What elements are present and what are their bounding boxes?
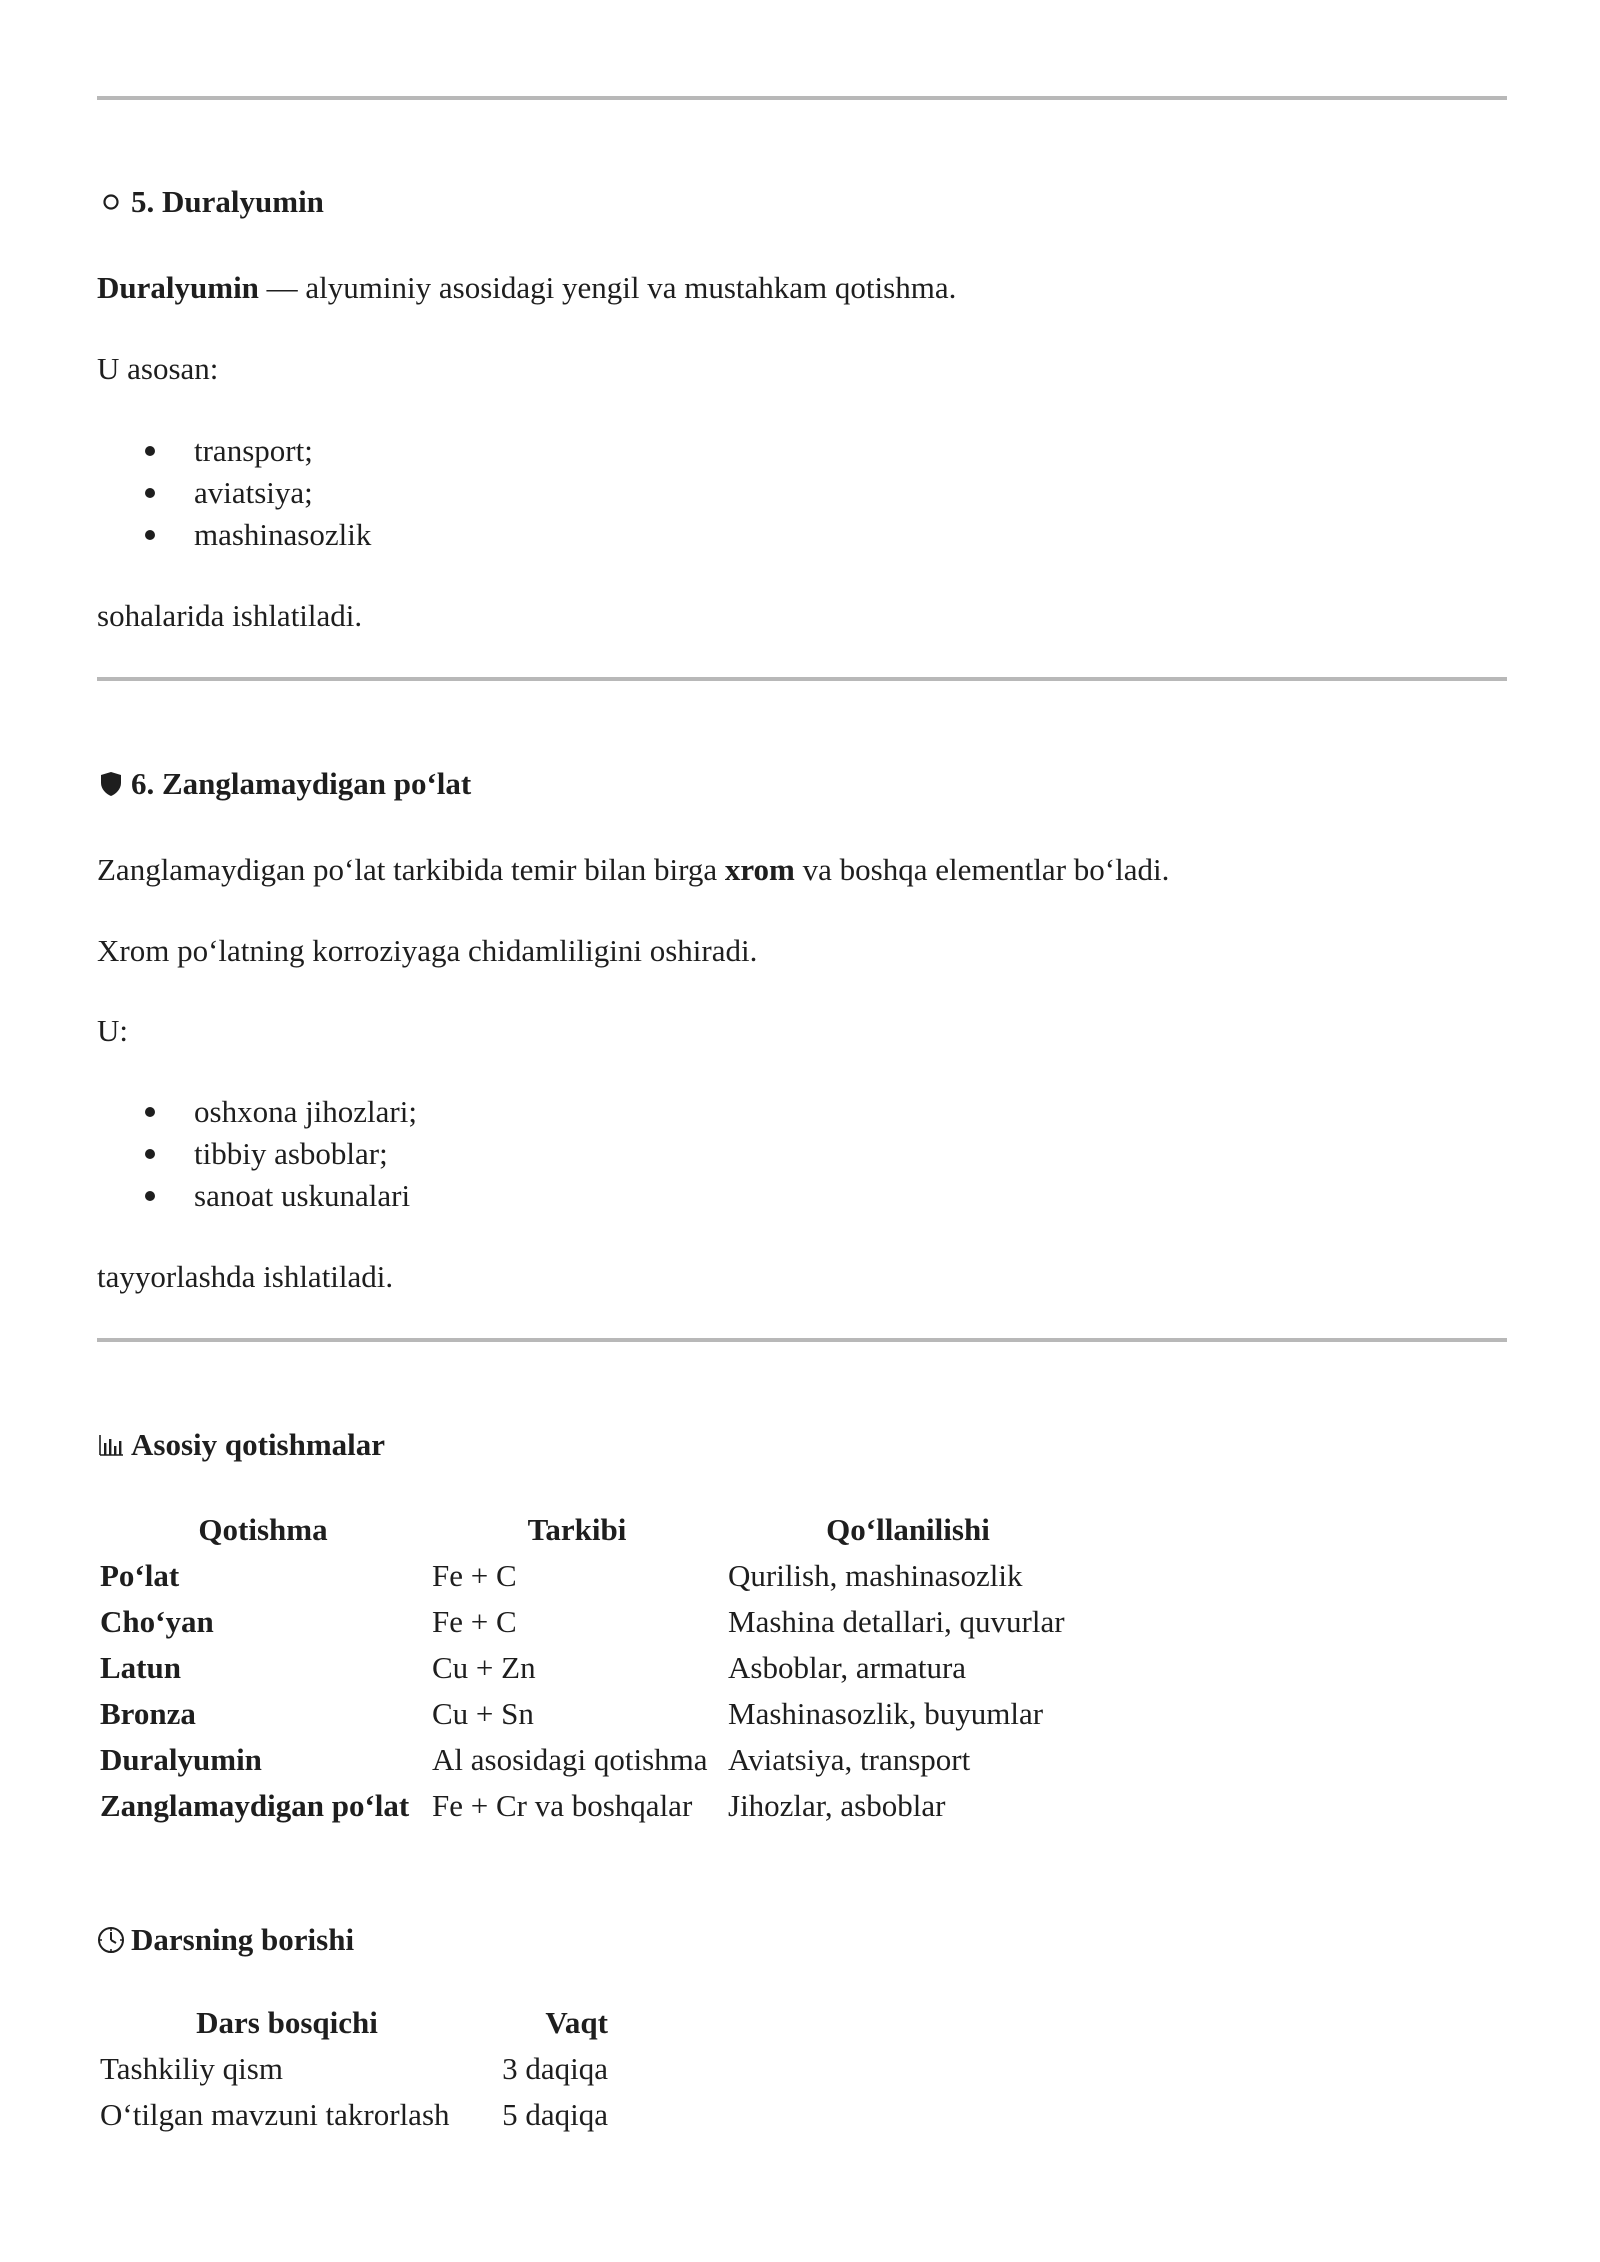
table-cell: Cu + Sn — [432, 1696, 534, 1731]
alloys-table — [97, 1507, 1091, 1829]
table-cell: Qurilish, mashinasozlik — [728, 1558, 1023, 1593]
section-heading-duralyumin — [97, 184, 324, 220]
table-cell: Fe + C — [432, 1558, 517, 1593]
table-cell: Bronza — [100, 1696, 196, 1731]
shield-icon — [97, 770, 125, 798]
usage-list — [97, 1091, 417, 1217]
table-cell: Fe + C — [432, 1604, 517, 1639]
list-item: aviatsiya; — [97, 472, 371, 514]
section-title: Darsning borishi — [131, 1922, 355, 1957]
table-cell: Po‘lat — [100, 1558, 180, 1593]
usage-list — [97, 430, 371, 556]
table-cell: Mashina detallari, quvurlar — [728, 1604, 1065, 1639]
column-header: Qo‘llanilishi — [826, 1512, 990, 1547]
table-row — [97, 1783, 1091, 1829]
definition-text: — alyuminiy asosidagi yengil va mustahkam qotishma. — [258, 270, 957, 305]
table-cell: O‘tilgan mavzuni takrorlash — [100, 2097, 450, 2132]
table-cell: Latun — [100, 1650, 181, 1685]
stainless-composition: Zanglamaydigan po‘lat tarkibida temir bilan birga xrom va boshqa elementlar bo‘ladi. — [97, 852, 1170, 887]
term: xrom — [724, 852, 795, 887]
table-cell: 5 daqiqa — [502, 2097, 608, 2132]
table-row — [97, 2046, 611, 2092]
table-cell: Jihozlar, asboblar — [728, 1788, 946, 1823]
column-header: Vaqt — [545, 2005, 608, 2040]
bullet-icon — [145, 1149, 155, 1159]
duralyumin-definition — [97, 270, 956, 306]
bullet-icon — [145, 1107, 155, 1117]
bullet-icon — [145, 1191, 155, 1201]
list-outro: tayyorlashda ishlatiladi. — [97, 1259, 394, 1294]
list-item: oshxona jihozlari; — [97, 1091, 417, 1133]
section-title: 5. Duralyumin — [131, 184, 324, 219]
divider — [97, 1338, 1507, 1342]
table-cell: Cho‘yan — [100, 1604, 214, 1639]
section-title: 6. Zanglamaydigan po‘lat — [131, 766, 472, 801]
table-row — [97, 1645, 1091, 1691]
table-cell: Asboblar, armatura — [728, 1650, 967, 1685]
table-header-row — [97, 1507, 1091, 1553]
divider — [97, 677, 1507, 681]
table-cell: Al asosidagi qotishma — [432, 1742, 708, 1777]
section-heading-lesson — [97, 1922, 354, 1958]
table-cell: Fe + Cr va boshqalar — [432, 1788, 693, 1823]
column-header: Qotishma — [198, 1512, 328, 1547]
circle-icon — [97, 188, 125, 216]
table-row — [97, 1599, 1091, 1645]
list-lead: U: — [97, 1013, 128, 1048]
table-row — [97, 1691, 1091, 1737]
column-header: Dars bosqichi — [196, 2005, 378, 2040]
table-header-row — [97, 2000, 611, 2046]
list-item: transport; — [97, 430, 371, 472]
table-cell: Zanglamaydigan po‘lat — [100, 1788, 410, 1823]
table-row — [97, 1737, 1091, 1783]
table-row — [97, 2092, 611, 2138]
table-cell: Duralyumin — [100, 1742, 262, 1777]
table-cell: Aviatsiya, transport — [728, 1742, 971, 1777]
table-cell: 3 daqiqa — [502, 2051, 608, 2086]
divider — [97, 96, 1507, 100]
list-item: mashinasozlik — [97, 514, 371, 556]
bullet-icon — [145, 488, 155, 498]
clock-icon — [97, 1926, 125, 1954]
bullet-icon — [145, 530, 155, 540]
bullet-icon — [145, 446, 155, 456]
bar-chart-icon — [97, 1431, 125, 1459]
list-outro: sohalarida ishlatiladi. — [97, 598, 363, 633]
list-item: tibbiy asboblar; — [97, 1133, 417, 1175]
section-title: Asosiy qotishmalar — [131, 1427, 386, 1462]
stainless-property: Xrom po‘latning korroziyaga chidamliligini oshiradi. — [97, 933, 758, 968]
table-cell: Cu + Zn — [432, 1650, 536, 1685]
list-item: sanoat uskunalari — [97, 1175, 417, 1217]
table-cell: Mashinasozlik, buyumlar — [728, 1696, 1044, 1731]
term: Duralyumin — [97, 270, 259, 305]
list-lead: U asosan: — [97, 351, 219, 386]
section-heading-alloys — [97, 1427, 385, 1463]
lesson-table — [97, 2000, 611, 2138]
table-cell: Tashkiliy qism — [100, 2051, 283, 2086]
column-header: Tarkibi — [527, 1512, 627, 1547]
table-row — [97, 1553, 1091, 1599]
section-heading-stainless-steel — [97, 766, 471, 802]
